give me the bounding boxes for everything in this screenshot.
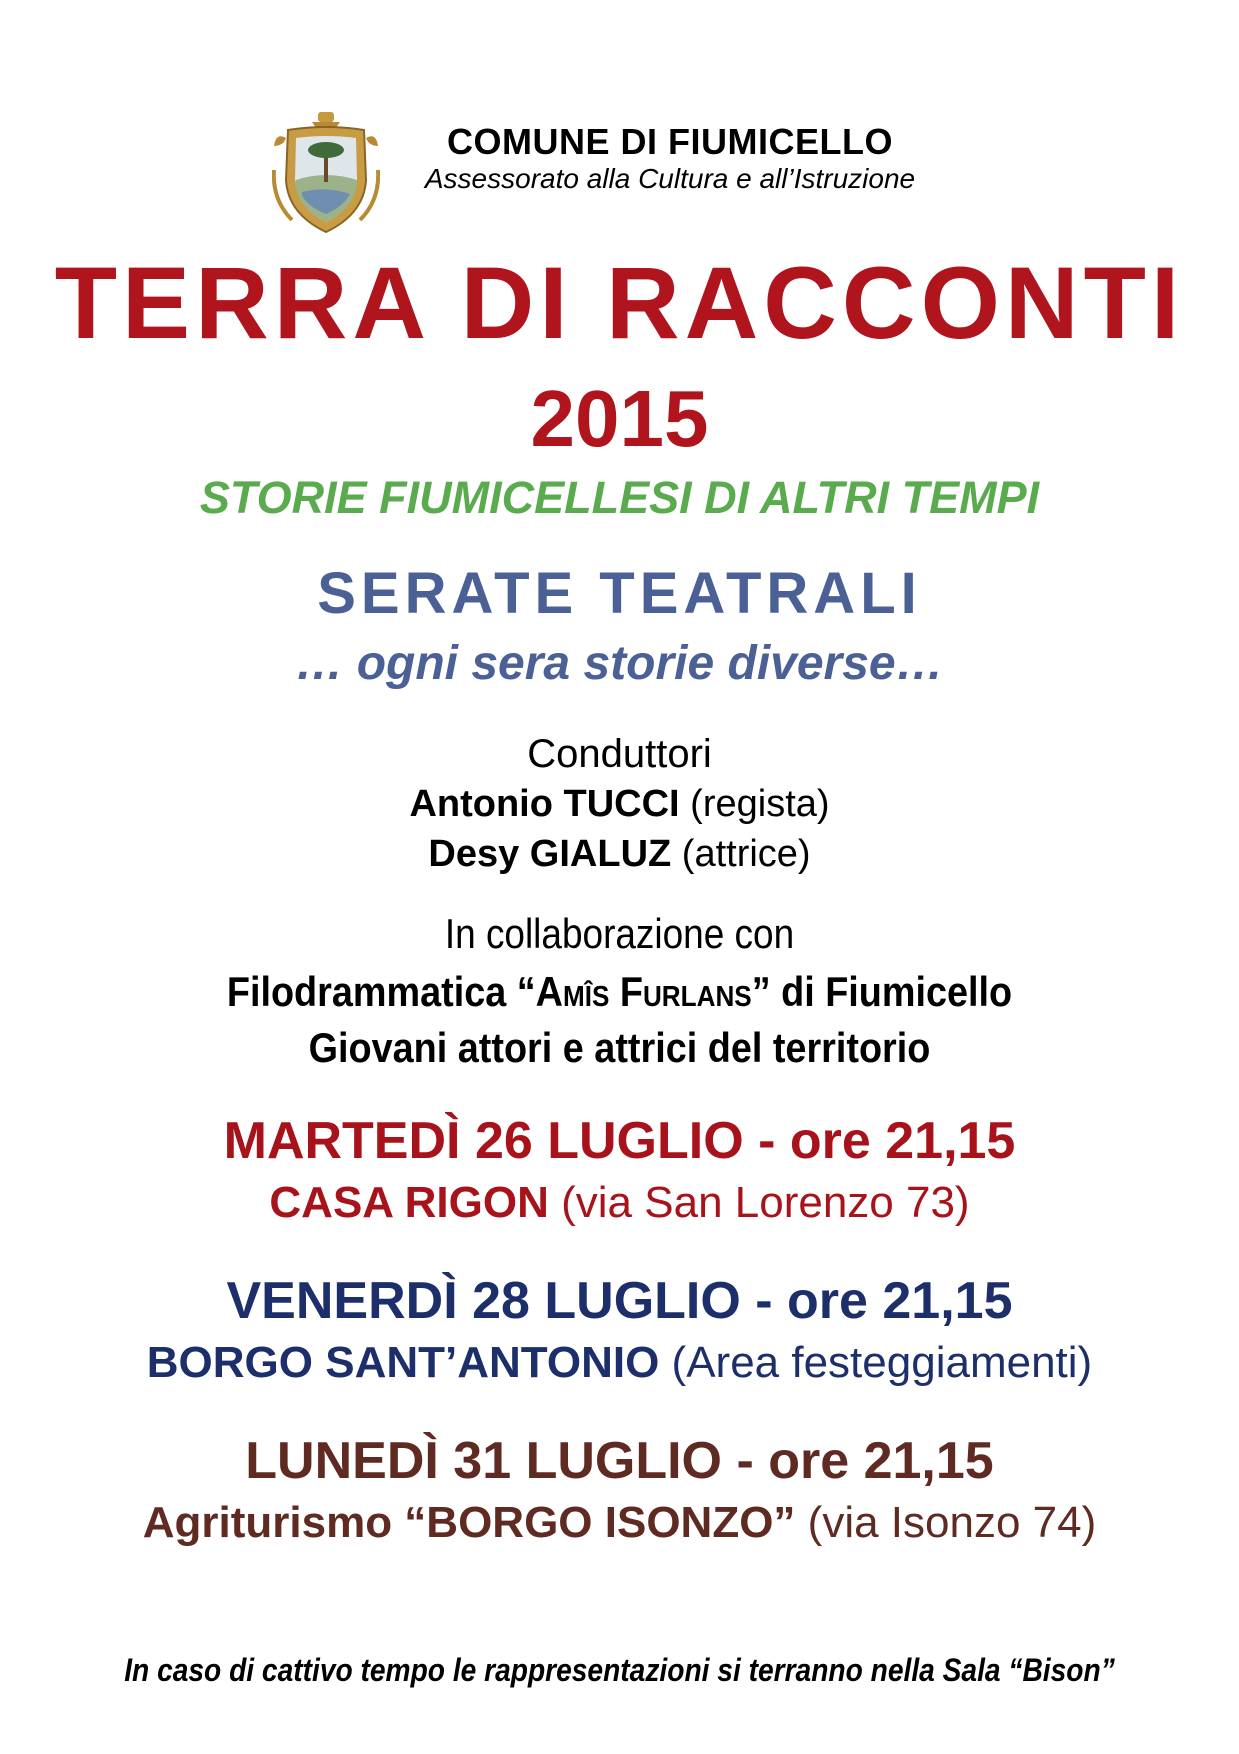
event-venue: Agriturismo “BORGO ISONZO” (142, 1498, 796, 1547)
event-title: TERRA DI RACCONTI (54, 246, 1185, 360)
host-name: Antonio TUCCI (409, 783, 680, 825)
event-date: MARTEDÌ 26 LUGLIO - ore 21,15 (223, 1112, 1016, 1170)
host-role: (attrice) (681, 833, 811, 875)
collaboration-suffix: ” di Fiumicello (751, 968, 1013, 1015)
event-date: LUNEDÌ 31 LUGLIO - ore 21,15 (245, 1432, 994, 1490)
section-heading: SERATE TEATRALI (317, 561, 922, 626)
event-place (0, 1336, 1239, 1390)
host-role: (regista) (690, 783, 830, 825)
organization-header (390, 122, 950, 196)
event-year: 2015 (530, 374, 709, 463)
event-subtitle: STORIE FIUMICELLESI DI ALTRI TEMPI (199, 472, 1040, 523)
event-venue-detail: (Area festeggiamenti) (671, 1338, 1093, 1387)
organization-department: Assessorato alla Cultura e all’Istruzione (424, 163, 916, 194)
collaboration-group (62, 966, 1177, 1018)
event-venue: BORGO SANT’ANTONIO (146, 1338, 660, 1387)
event-venue: CASA RIGON (269, 1178, 549, 1227)
tagline: … ogni sera storie diverse… (295, 637, 944, 690)
event-venue-detail: (via Isonzo 74) (807, 1498, 1097, 1547)
weather-note: In caso di cattivo tempo le rappresentazioni si terranno nella Sala “Bison” (124, 1652, 1115, 1688)
organization-name: COMUNE DI FIUMICELLO (447, 121, 893, 162)
event-place (0, 1176, 1239, 1230)
collaboration-label: In collaborazione con (444, 910, 795, 957)
coat-of-arms-icon (272, 110, 380, 238)
host-line (0, 830, 1239, 878)
collaboration-prefix: Filodrammatica “ (226, 968, 536, 1015)
event-venue-detail: (via San Lorenzo 73) (561, 1178, 970, 1227)
collaboration-group-name: Amîs Furlans (535, 968, 752, 1015)
host-line (0, 780, 1239, 828)
collaboration-actors: Giovani attori e attrici del territorio (308, 1024, 931, 1071)
event-date: VENERDÌ 28 LUGLIO - ore 21,15 (226, 1272, 1013, 1330)
event-place (0, 1496, 1239, 1550)
host-name: Desy GIALUZ (428, 833, 672, 875)
hosts-label: Conduttori (527, 732, 712, 776)
